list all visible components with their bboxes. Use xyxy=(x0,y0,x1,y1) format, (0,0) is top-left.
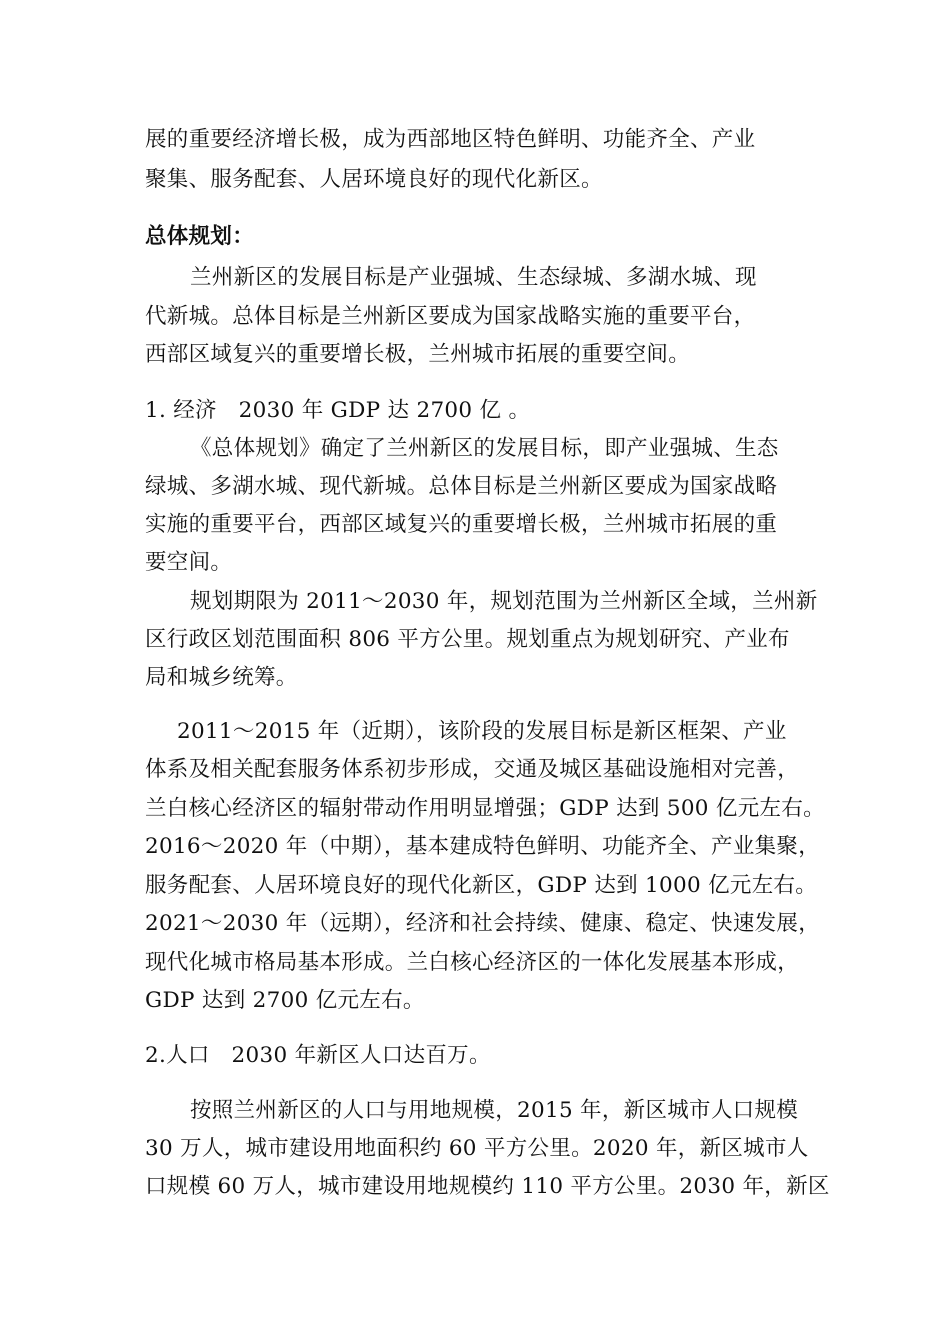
phase-targets-line: 现代化城市格局基本形成。兰白核心经济区的一体化发展基本形成， xyxy=(145,950,800,975)
planning-period-line: 局和城乡统筹。 xyxy=(145,665,298,690)
overview-line: 西部区域复兴的重要增长极，兰州城市拓展的重要空间。 xyxy=(145,342,691,367)
intro-line: 聚集、服务配套、人居环境良好的现代化新区。 xyxy=(145,167,603,192)
phase-targets-line: 体系及相关配套服务体系初步形成，交通及城区基础设施相对完善， xyxy=(145,757,800,782)
intro-line: 展的重要经济增长极，成为西部地区特色鲜明、功能齐全、产业 xyxy=(145,127,756,152)
economy-paragraph-line: 实施的重要平台，西部区域复兴的重要增长极，兰州城市拓展的重 xyxy=(145,512,778,537)
population-heading: 2.人口 2030 年新区人口达百万。 xyxy=(145,1043,491,1068)
phase-targets-line: 兰白核心经济区的辐射带动作用明显增强；GDP 达到 500 亿元左右。 xyxy=(145,796,825,821)
economy-heading: 1. 经济 2030 年 GDP 达 2700 亿 。 xyxy=(145,398,531,423)
economy-paragraph-line: 绿城、多湖水城、现代新城。总体目标是兰州新区要成为国家战略 xyxy=(145,474,778,499)
phase-targets-line: 2021～2030 年（远期），经济和社会持续、健康、稳定、快速发展， xyxy=(145,911,821,936)
overview-line: 代新城。总体目标是兰州新区要成为国家战略实施的重要平台， xyxy=(145,304,756,329)
population-paragraph-line: 按照兰州新区的人口与用地规模，2015 年，新区城市人口规模 xyxy=(190,1098,799,1123)
economy-paragraph-line: 《总体规划》确定了兰州新区的发展目标，即产业强城、生态 xyxy=(190,436,779,461)
phase-targets-line: 2011～2015 年（近期），该阶段的发展目标是新区框架、产业 xyxy=(177,719,787,744)
section-heading: 总体规划： xyxy=(145,224,255,249)
phase-targets-line: 服务配套、人居环境良好的现代化新区，GDP 达到 1000 亿元左右。 xyxy=(145,873,818,898)
population-paragraph-line: 口规模 60 万人，城市建设用地规模约 110 平方公里。2030 年，新区 xyxy=(145,1174,830,1199)
phase-targets-line: GDP 达到 2700 亿元左右。 xyxy=(145,988,425,1013)
phase-targets-line: 2016～2020 年（中期），基本建成特色鲜明、功能齐全、产业集聚， xyxy=(145,834,821,859)
planning-period-line: 区行政区划范围面积 806 平方公里。规划重点为规划研究、产业布 xyxy=(145,627,790,652)
economy-paragraph-line: 要空间。 xyxy=(145,550,233,575)
population-paragraph-line: 30 万人，城市建设用地面积约 60 平方公里。2020 年，新区城市人 xyxy=(145,1136,809,1161)
planning-period-line: 规划期限为 2011～2030 年，规划范围为兰州新区全域，兰州新 xyxy=(190,589,818,614)
overview-line: 兰州新区的发展目标是产业强城、生态绿城、多湖水城、现 xyxy=(190,265,757,290)
